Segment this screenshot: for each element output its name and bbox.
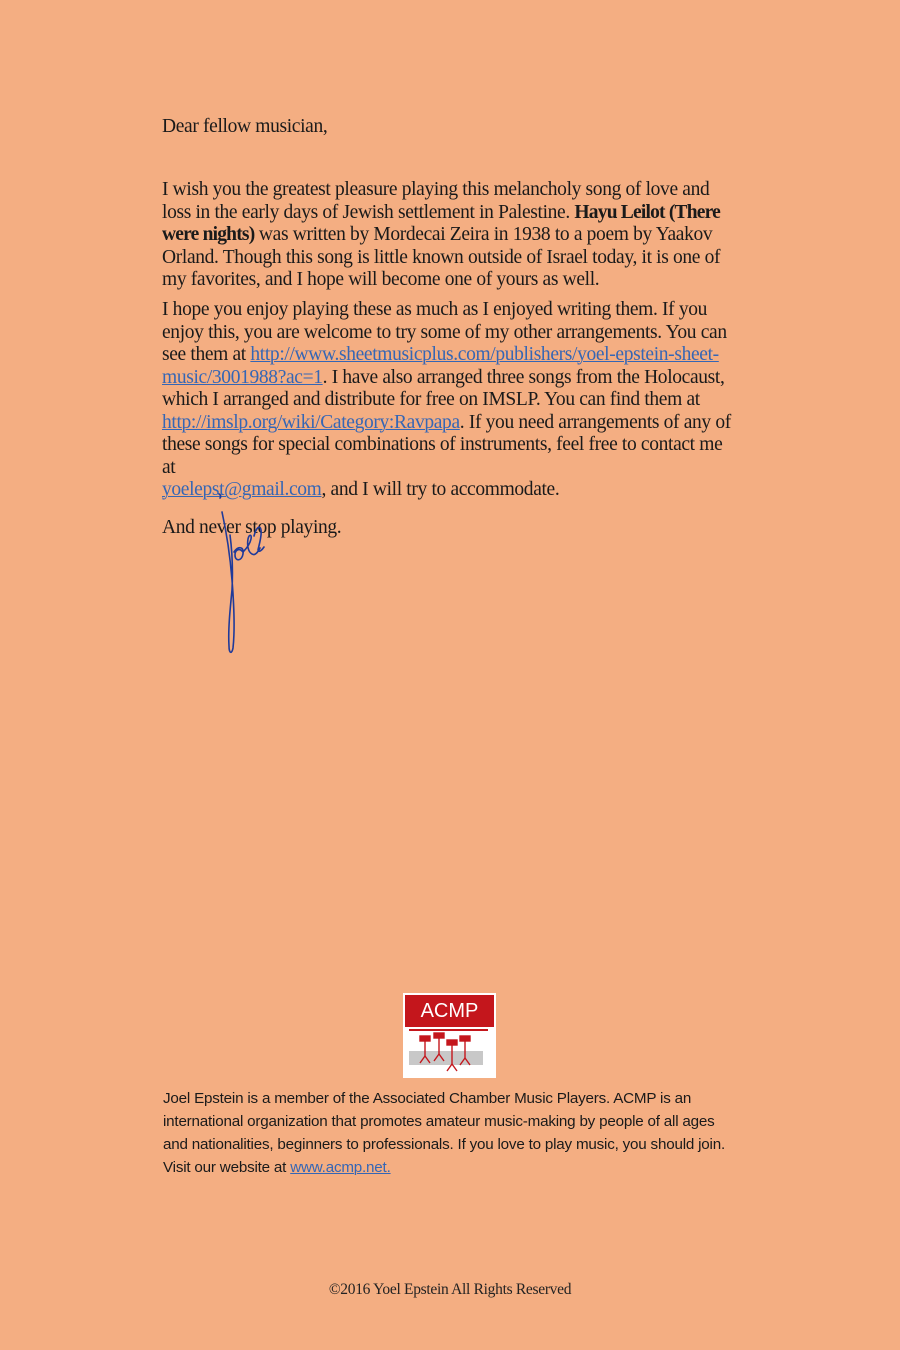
imslp-link[interactable]: http://imslp.org/wiki/Category:Ravpapa [162,411,460,433]
intro-rest-text: was written by Mordecai Zeira in 1938 to a poem by Yaakov Orland. Though this song is little known outside of Israel today, it is one of my favorites, and I hope will become one of yours as well. [162,224,721,290]
copyright-notice: ©2016 Yoel Epstein All Rights Reserved [328,1281,572,1298]
email-link[interactable]: yoelepst@gmail.com [162,479,322,500]
handwritten-signature [208,490,278,660]
salutation: Dear fellow musician, [162,116,328,137]
closing-line: And never stop playing. [162,517,342,538]
arrangements-text-1: I hope you enjoy playing these as much as I enjoyed writing them. If you enjoy this, you are welcome to try some of my other arrangements. You can see them at [162,299,727,365]
arrangements-text-2: . I have also arranged three songs from the Holocaust, which I arranged and distribute for free on IMSLP. You can find them at [162,366,725,410]
paragraph-arrangements [162,299,732,502]
paragraph-intro [162,179,732,292]
song-title: Hayu Leilot (There were nights) [162,201,720,245]
sheetmusicplus-link-part2: music/3001988?ac=1 [162,366,323,388]
arrangements-text-3: . If you need arrangements of any of these songs for special combinations of instruments, feel free to contact me at [162,411,731,478]
acmp-description-text: Joel Epstein is a member of the Associated Chamber Music Players. ACMP is an international organization that promotes amateur music-making by people of all ages and nationalities, beginners to professionals. If you love to play music, you should join. Visit our website at [163,1090,725,1176]
logo-text: ACMP [420,1000,479,1022]
acmp-description [163,1087,743,1179]
acmp-website-link[interactable]: www.acmp.net. [290,1159,391,1176]
acmp-logo [403,993,496,1078]
intro-text: I wish you the greatest pleasure playing this melancholy song of love and loss in the early days of Jewish settlement in Palestine. [162,179,710,223]
arrangements-text-4: , and I will try to accommodate. [321,479,560,500]
sheetmusicplus-link-part1: http://www.sheetmusicplus.com/publishers/yoel-epstein-sheet- [250,344,719,365]
